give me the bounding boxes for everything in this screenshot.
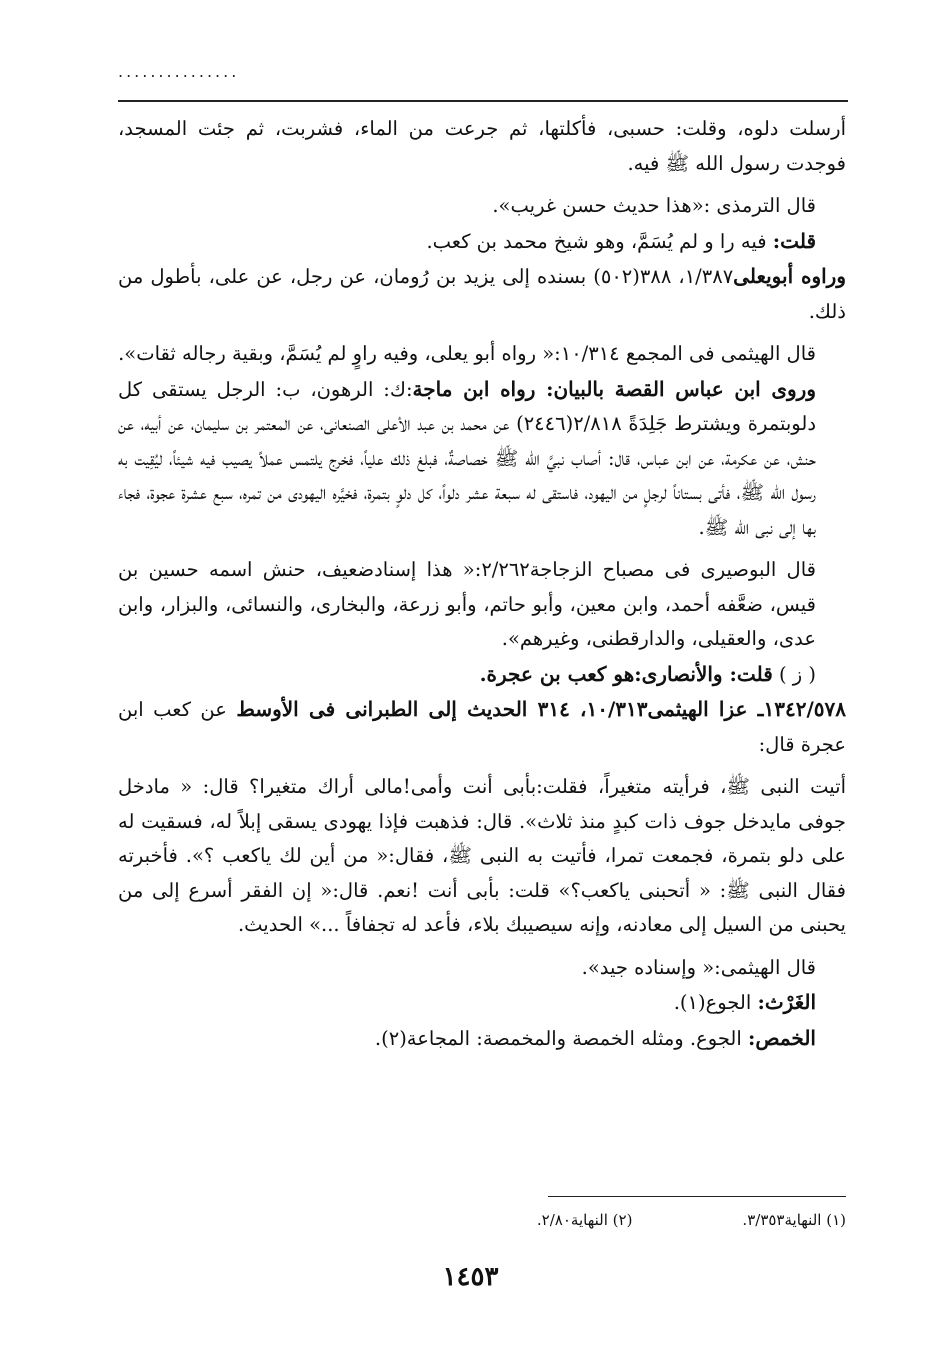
- paragraph: [118, 372, 846, 546]
- paragraph-text: قال الهيثمى:« وإسناده جيد».: [581, 955, 816, 979]
- paragraph-bold: الغَرْث:: [757, 990, 816, 1014]
- footnotes: [300, 1208, 846, 1232]
- paragraph-bold: وروى ابن عباس القصة بالبيان: رواه ابن ماجة: [412, 376, 816, 401]
- paragraph: [118, 1021, 846, 1057]
- footnote: (١) النهاية٣/٣٥٣.: [742, 1211, 846, 1229]
- paragraph: [118, 224, 846, 260]
- paragraph: [118, 951, 846, 986]
- paragraph-text: قال البوصيرى فى مصباح الزجاجة٢/٢٦٢:« هذا إسنادضعيف، حنش اسمه حسين بن قيس، ضعَّفه أحمد، وابن معين، وأبو حاتم، وأبو زرعة، والبخارى، والنسائى، والبزار، وابن عدى، والعقيلى، والدارقطنى، وغيرهم».: [118, 558, 816, 650]
- paragraph-text: قال الترمذى :«هذا حديث حسن غريب».: [492, 194, 816, 217]
- paragraph-text: عن كعب ابن عجرة قال:: [118, 698, 846, 756]
- paragraph-text: أتيت النبى ﷺ، فرأيته متغيراً، فقلت:بأبى أنت وأمى!مالى أراك متغيرا؟ قال: « مادخل جوفى مايدخل جوف ذات كبدٍ منذ ثلاث». قال: فذهبت فإذا يهودى يسقى إبلاً له، فسقيت له على دلو بتمرة، فجمعت تمرا، فأتيت به النبى ﷺ، فقال:« من أين لك ياكعب ؟». فأخبرته فقال النبى ﷺ: « أتحبنى ياكعب؟» قلت: بأبى أنت !نعم. قال:« إن الفقر أسرع إلى من يحبنى من السيل إلى معادنه، وإنه سيصيبك بلاء، فأعد له تجفافاً ...» الحديث.: [118, 775, 846, 936]
- paragraph: [118, 692, 846, 762]
- paragraph: [118, 112, 846, 181]
- paragraph: [118, 189, 846, 224]
- paragraph-bold: ١٣٤٢/٥٧٨ـ عزا الهيثمى١٠/٣١٣، ٣١٤ الحديث إلى الطبرانى فى الأوسط: [236, 697, 847, 721]
- paragraph: [118, 337, 846, 372]
- header-rule: [118, 100, 848, 102]
- footnote-rule: [548, 1196, 846, 1197]
- paragraph-text: قال الهيثمى فى المجمع ١٠/٣١٤:« رواه أبو يعلى، وفيه راوٍ لم يُسَمَّ، وبقية رجاله ثقات».: [118, 342, 816, 365]
- paragraph-bold: الخمص:: [747, 1025, 816, 1050]
- page-number: ١٤٥٣: [442, 1262, 499, 1292]
- paragraph: [118, 553, 846, 657]
- paragraph-text: الجوع(١).: [673, 991, 758, 1014]
- main-text: [118, 112, 846, 1056]
- paragraph: [118, 770, 846, 943]
- header-dotted-line: ...............: [118, 62, 240, 81]
- paragraph-bold: وراوه أبويعلى: [733, 264, 846, 288]
- paragraph: [118, 985, 846, 1021]
- paragraph: [118, 657, 846, 693]
- paragraph-text: الجوع. ومثله الخمصة والمخمصة: المجاعة(٢).: [374, 1026, 748, 1050]
- paragraph-bold: قلت: والأنصارى:هو كعب بن عجرة.: [479, 661, 773, 686]
- paragraph-text: :ك: الرهون، ب: الرجل يستقى كل دلوبتمرة ويشترط جَلِدَةً ٢/٨١٨(٢٤٤٦) عن محمد بن عبد الأعلى الصنعانى، عن المعتمر بن سليمان، عن أبيه، عن حنش، عن عكرمة، عن ابن عباس، قال: أصاب نبيَّ الله ﷺ خصاصةٌ، فبلغ ذلك علياً، فخرج يلتمس عملاً يصيب فيه شيئاً، ليُقِيت به رسول الله ﷺ، فأتى بستاناً لرجلٍ من اليهود، فاستقى له سبعة عشر دلواً، كل دلوٍ بتمرة، فخيَّره اليهودى من تمره، سبع عشرة عجوة، فجاء بها إلى نبى الله ﷺ.: [118, 377, 817, 539]
- paragraph-text: أرسلت دلوه، وقلت: حسبى، فأكلتها، ثم جرعت من الماء، فشربت، ثم جئت المسجد، فوجدت رسول الله ﷺ فيه.: [118, 117, 846, 175]
- paragraph-bold: قلت:: [772, 228, 816, 253]
- footnote: (٢) النهاية٢/٨٠.: [536, 1211, 633, 1229]
- paragraph-text: ١/٣٨٧، ٣٨٨(٥٠٢) بسنده إلى يزيد بن رُومان، عن رجل، عن على، بأطول من ذلك.: [118, 265, 846, 323]
- paragraph-text: ( ز ): [772, 662, 816, 686]
- paragraph: [118, 259, 846, 329]
- paragraph-text: فيه را و لم يُسَمَّ، وهو شيخ محمد بن كعب.: [426, 229, 773, 253]
